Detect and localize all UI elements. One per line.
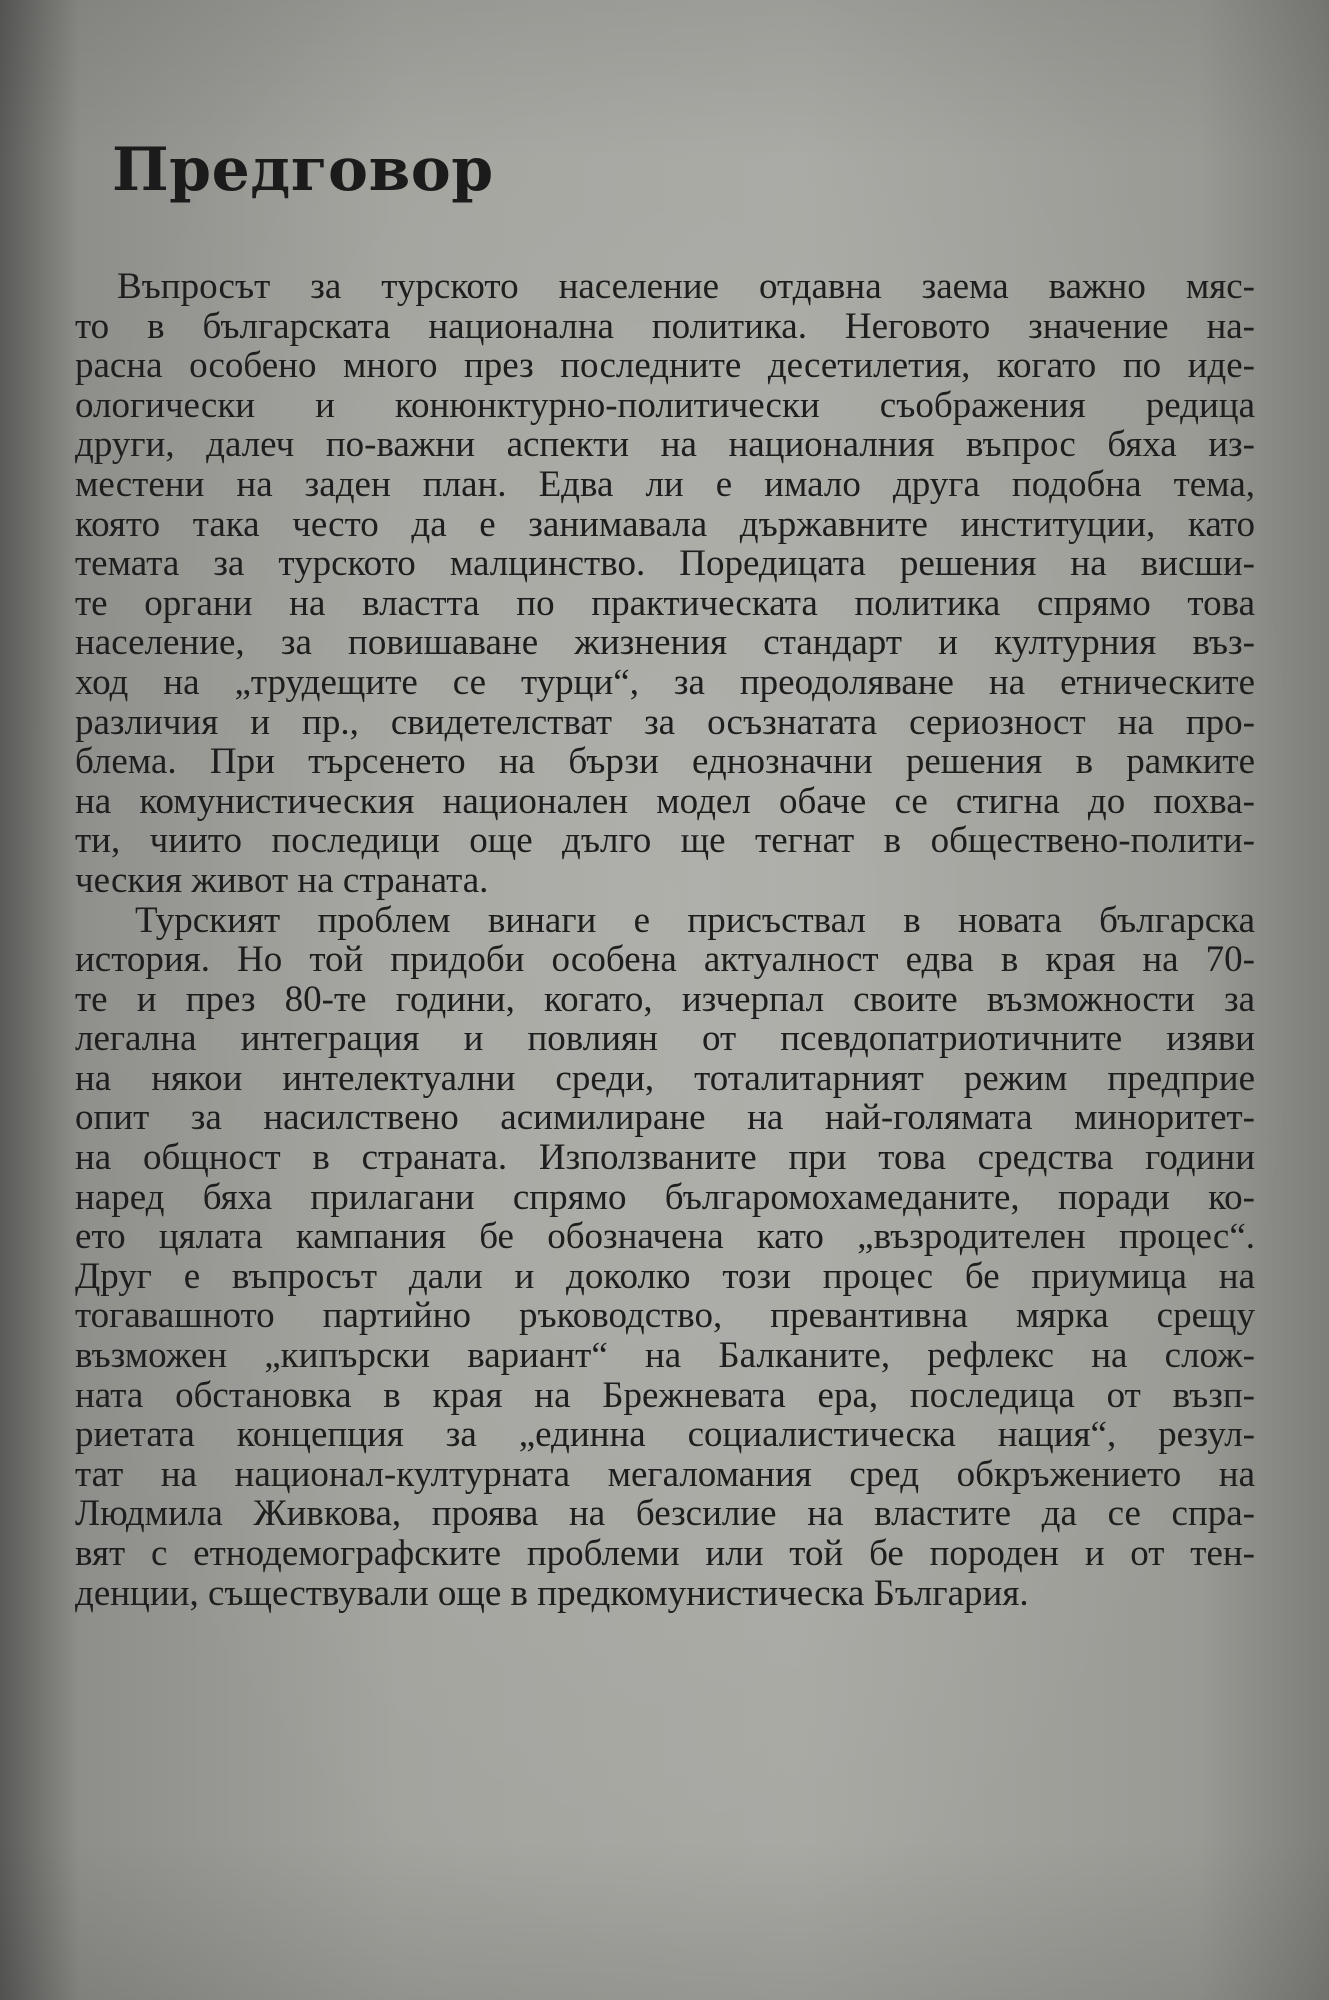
text-line: ти, чиито последици още дълго ще тегнат в обществено-полити- [75,821,1255,861]
text-line: местени на заден план. Едва ли е имало друга подобна тема, [75,464,1255,505]
text-line: легална интеграция и повлиян от псевдопатриотичните изяви [75,1019,1255,1059]
paragraph [75,901,1255,1614]
text-line: възможен „кипърски вариант“ на Балканите, рефлекс на слож- [75,1336,1255,1376]
text-line: други, далеч по-важни аспекти на националния въпрос бяха из- [75,425,1255,465]
text-line: ческия живот на страната. [75,860,489,901]
text-line: те и през 80-те години, когато, изчерпал своите възможности за [75,979,1255,1020]
paragraph [75,267,1255,901]
text-line: Въпросът за турското население отдавна заема важно мяс- [117,267,1255,307]
text-line: ната обстановка в края на Брежневата ера, последица от възп- [75,1375,1255,1416]
text-line: расна особено много през последните десетилетия, когато по иде- [75,346,1255,386]
text-line: на някои интелектуални среди, тоталитарният режим предприе [75,1058,1255,1099]
text-line: тогавашното партийно ръководство, превантивна мярка срещу [75,1296,1255,1337]
text-line: то в българската национална политика. Неговото значение на- [75,306,1255,347]
text-line: те органи на властта по практическата политика спрямо това [75,583,1255,624]
text-line: ето цялата кампания бе обозначена като „възродителен процес“. [75,1217,1255,1257]
text-line: денции, съществували още в предкомунистическа България. [75,1573,1029,1614]
text-line: различия и пр., свидетелстват за осъзнатата сериозност на про- [75,702,1255,743]
text-line: блема. При търсенето на бързи еднозначни решения в рамките [75,742,1255,782]
chapter-body [75,267,1255,1613]
text-line: на комунистическия национален модел обаче се стигна до похва- [75,781,1255,822]
text-line: наред бяха прилагани спрямо българомохамеданите, поради ко- [75,1177,1255,1218]
text-line: на общност в страната. Използваните при това средства години [75,1138,1255,1178]
text-line: вят с етнодемографските проблеми или той бе породен и от тен- [75,1534,1255,1574]
text-line: тат на национал-културната мегаломания сред обкръжението на [75,1454,1255,1495]
text-line: риетата концепция за „единна социалистическа нация“, резул- [75,1415,1255,1455]
text-line: която така често да е занимавала държавните институции, като [75,504,1255,545]
text-line: темата за турското малцинство. Поредицата решения на висши- [75,544,1255,584]
text-line: Турският проблем винаги е присъствал в новата българска [135,900,1255,941]
text-line: Друг е въпросът дали и доколко този процес бе приумица на [75,1256,1255,1297]
text-line: Людмила Живкова, проява на безсилие на властите да се спра- [75,1494,1255,1534]
chapter-heading: Предговор [112,135,494,205]
text-line: население, за повишаване жизнения стандарт и културния въз- [75,623,1255,663]
text-line: ологически и конюнктурно-политически съображения редица [75,385,1255,426]
text-line: ход на „трудещите се турци“, за преодоляване на етническите [75,662,1255,703]
text-line: опит за насилствено асимилиране на най-голямата миноритет- [75,1098,1255,1139]
text-line: история. Но той придоби особена актуалност едва в края на 70- [75,940,1255,980]
